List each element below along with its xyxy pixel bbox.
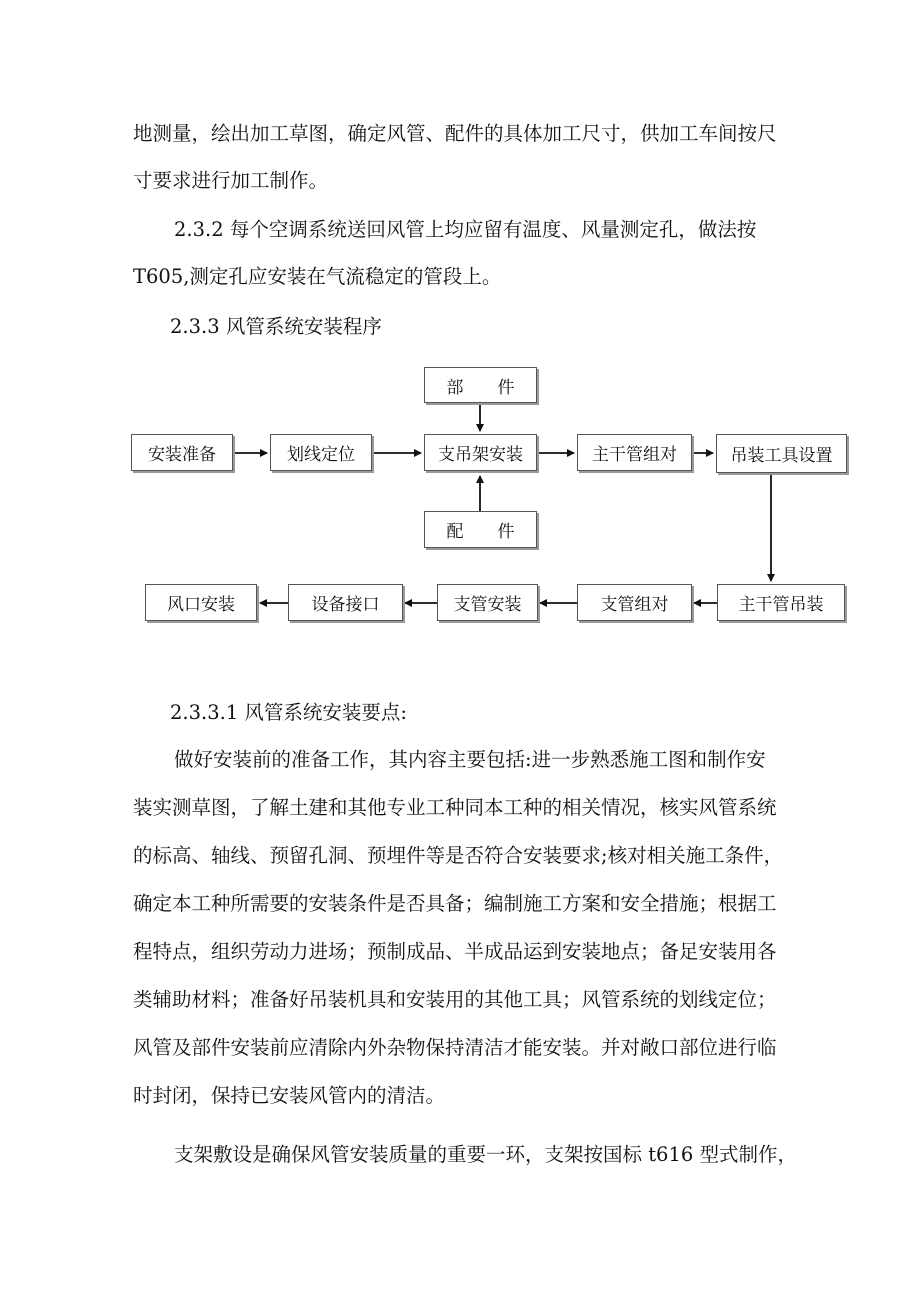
paragraph-line: 装实测草图，了解土建和其他专业工种同本工种的相关情况，核实风管系统: [133, 796, 777, 819]
flow-box-fittings: 配 件: [424, 511, 537, 548]
flow-box-hoisting-tools: 吊装工具设置: [716, 434, 847, 473]
flow-box-branch-install: 支管安装: [437, 584, 538, 621]
flow-box-support-install: 支吊架安装: [424, 434, 537, 471]
section-heading: 2.3.3.1 风管系统安装要点:: [170, 701, 407, 724]
flow-box-main-duct-assembly: 主干管组对: [577, 434, 692, 471]
paragraph-line: 确定本工种所需要的安装条件是否具备；编制施工方案和安全措施；根据工: [133, 892, 777, 915]
paragraph-line: 2.3.2 每个空调系统送回风管上均应留有温度、风量测定孔，做法按: [174, 218, 757, 241]
section-heading: 2.3.3 风管系统安装程序: [170, 315, 382, 338]
paragraph-line: T605,测定孔应安装在气流稳定的管段上。: [133, 265, 502, 288]
paragraph-line: 寸要求进行加工制作。: [133, 169, 329, 192]
flow-box-parts: 部 件: [424, 367, 537, 403]
paragraph-line: 做好安装前的准备工作，其内容主要包括:进一步熟悉施工图和制作安: [174, 748, 766, 771]
paragraph-line: 地测量，绘出加工草图，确定风管、配件的具体加工尺寸，供加工车间按尺: [133, 122, 777, 145]
paragraph-line: 类辅助材料；准备好吊装机具和安装用的其他工具；风管系统的划线定位；: [133, 988, 777, 1011]
flow-box-outlet-install: 风口安装: [145, 584, 257, 621]
paragraph-line: 的标高、轴线、预留孔洞、预埋件等是否符合安装要求;核对相关施工条件，: [133, 844, 784, 867]
paragraph-line: 时封闭，保持已安装风管内的清洁。: [133, 1084, 446, 1107]
flow-box-main-duct-hoisting: 主干管吊装: [717, 584, 845, 621]
paragraph-line: 风管及部件安装前应清除内外杂物保持清洁才能安装。并对敞口部位进行临: [133, 1036, 777, 1059]
paragraph-line: 支架敷设是确保风管安装质量的重要一环，支架按国标 t616 型式制作，: [174, 1143, 797, 1166]
paragraph-line: 程特点，组织劳动力进场；预制成品、半成品运到安装地点；备足安装用各: [133, 940, 777, 963]
flow-box-equipment-interface: 设备接口: [288, 584, 403, 621]
flow-box-install-prep: 安装准备: [131, 434, 233, 471]
flow-box-line-positioning: 划线定位: [270, 434, 372, 471]
flow-box-branch-assembly: 支管组对: [577, 584, 692, 621]
